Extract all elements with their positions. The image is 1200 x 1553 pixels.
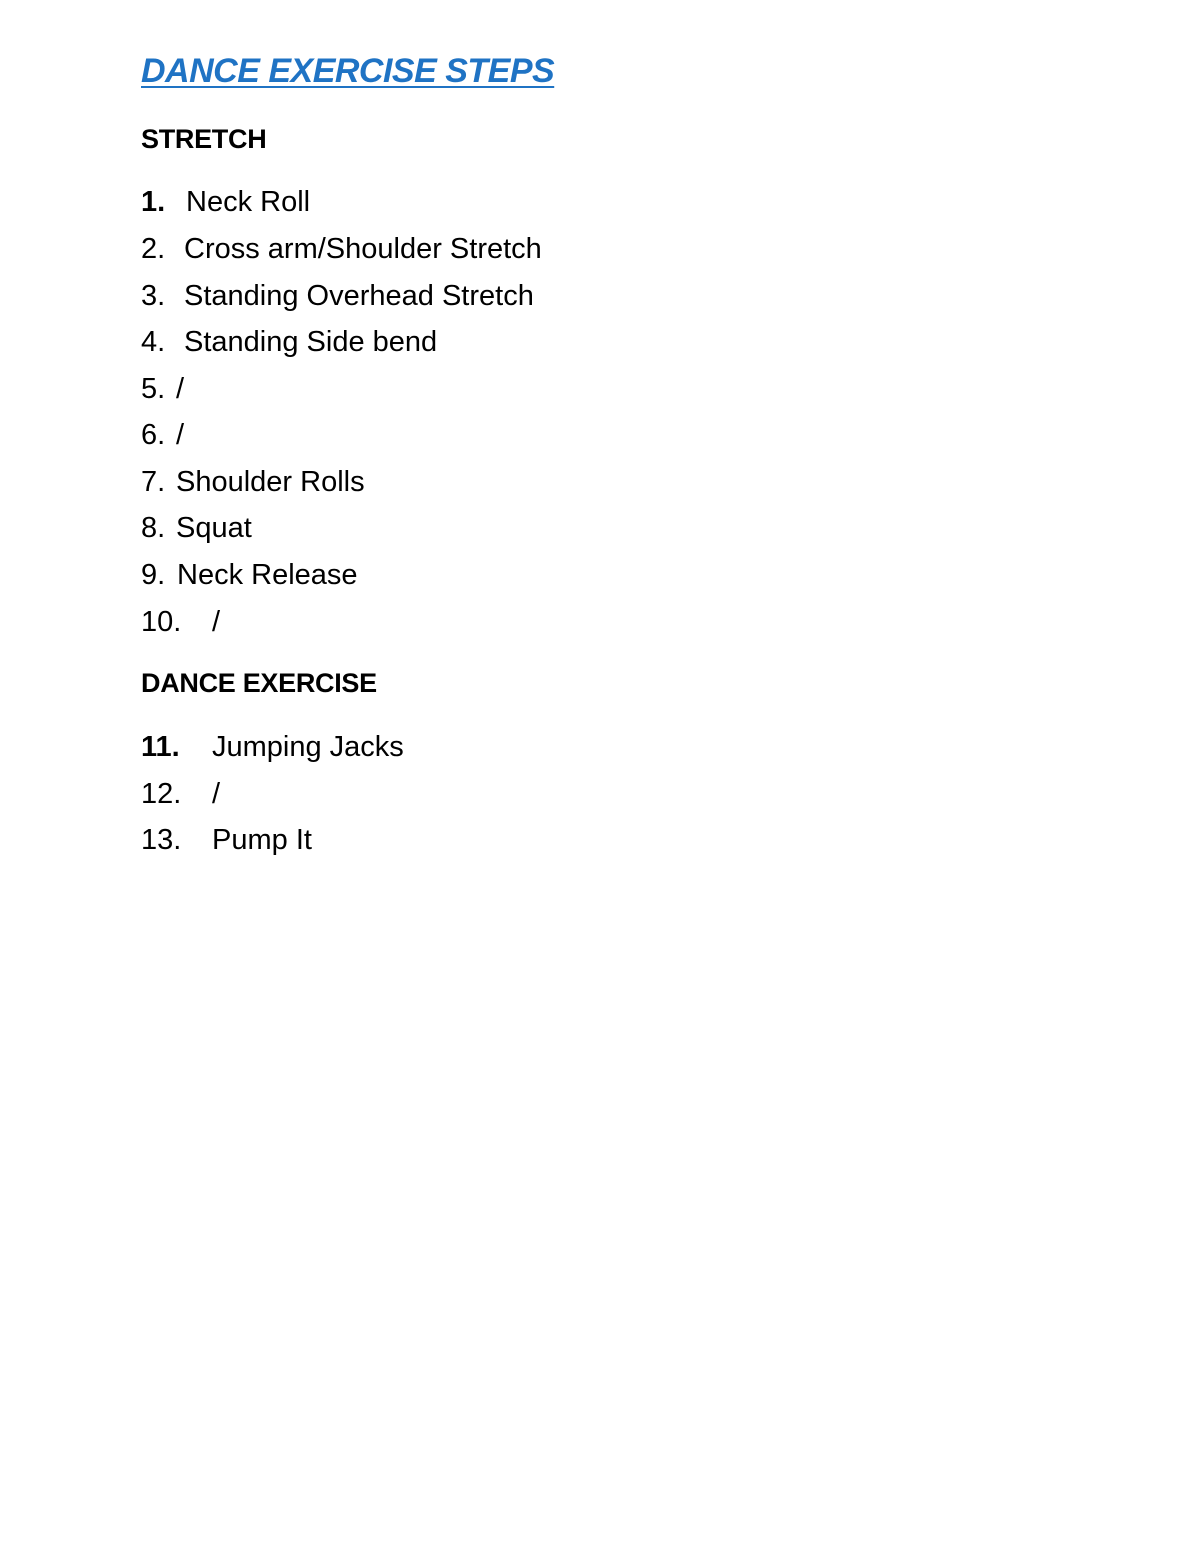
list-item (141, 369, 185, 409)
list-item (141, 774, 221, 814)
list-item-text: Neck Roll (186, 186, 311, 218)
list-item-number: 13. (141, 824, 182, 856)
list-item (141, 415, 185, 455)
list-item-text: / (212, 606, 221, 638)
list-item-text: / (176, 419, 185, 451)
list-item-number: 11. (141, 731, 180, 763)
list-item (141, 555, 358, 595)
list-item-text: Jumping Jacks (212, 731, 404, 763)
document-title: DANCE EXERCISE STEPS (141, 52, 555, 90)
list-item (141, 276, 534, 316)
section-heading-dance-exercise: DANCE EXERCISE (141, 668, 377, 698)
list-item (141, 322, 438, 362)
list-item-text: / (212, 778, 221, 810)
list-item-number: 10. (141, 606, 182, 638)
list-item-number: 1. (141, 186, 166, 218)
list-item (141, 462, 365, 502)
list-item (141, 727, 404, 767)
list-item-text: Cross arm/Shoulder Stretch (184, 233, 542, 265)
list-item-number: 3. (141, 280, 166, 312)
list-item-number: 2. (141, 233, 166, 265)
list-item-number: 7. (141, 466, 166, 498)
list-item-number: 5. (141, 373, 166, 405)
list-item-number: 9. (141, 559, 166, 591)
list-item (141, 229, 542, 269)
list-item-text: Standing Side bend (184, 326, 438, 358)
list-item (141, 820, 312, 860)
list-item-text: Neck Release (177, 559, 358, 591)
list-item-number: 6. (141, 419, 166, 451)
list-item-number: 8. (141, 512, 166, 544)
list-item-number: 4. (141, 326, 166, 358)
list-item (141, 602, 221, 642)
list-item-text: Squat (176, 512, 252, 544)
list-item-number: 12. (141, 778, 182, 810)
section-heading-stretch: STRETCH (141, 124, 267, 154)
list-item-text: / (176, 373, 185, 405)
list-item-text: Pump It (212, 824, 312, 856)
list-item (141, 508, 252, 548)
list-item-text: Standing Overhead Stretch (184, 280, 534, 312)
list-item (141, 182, 311, 222)
list-item-text: Shoulder Rolls (176, 466, 365, 498)
